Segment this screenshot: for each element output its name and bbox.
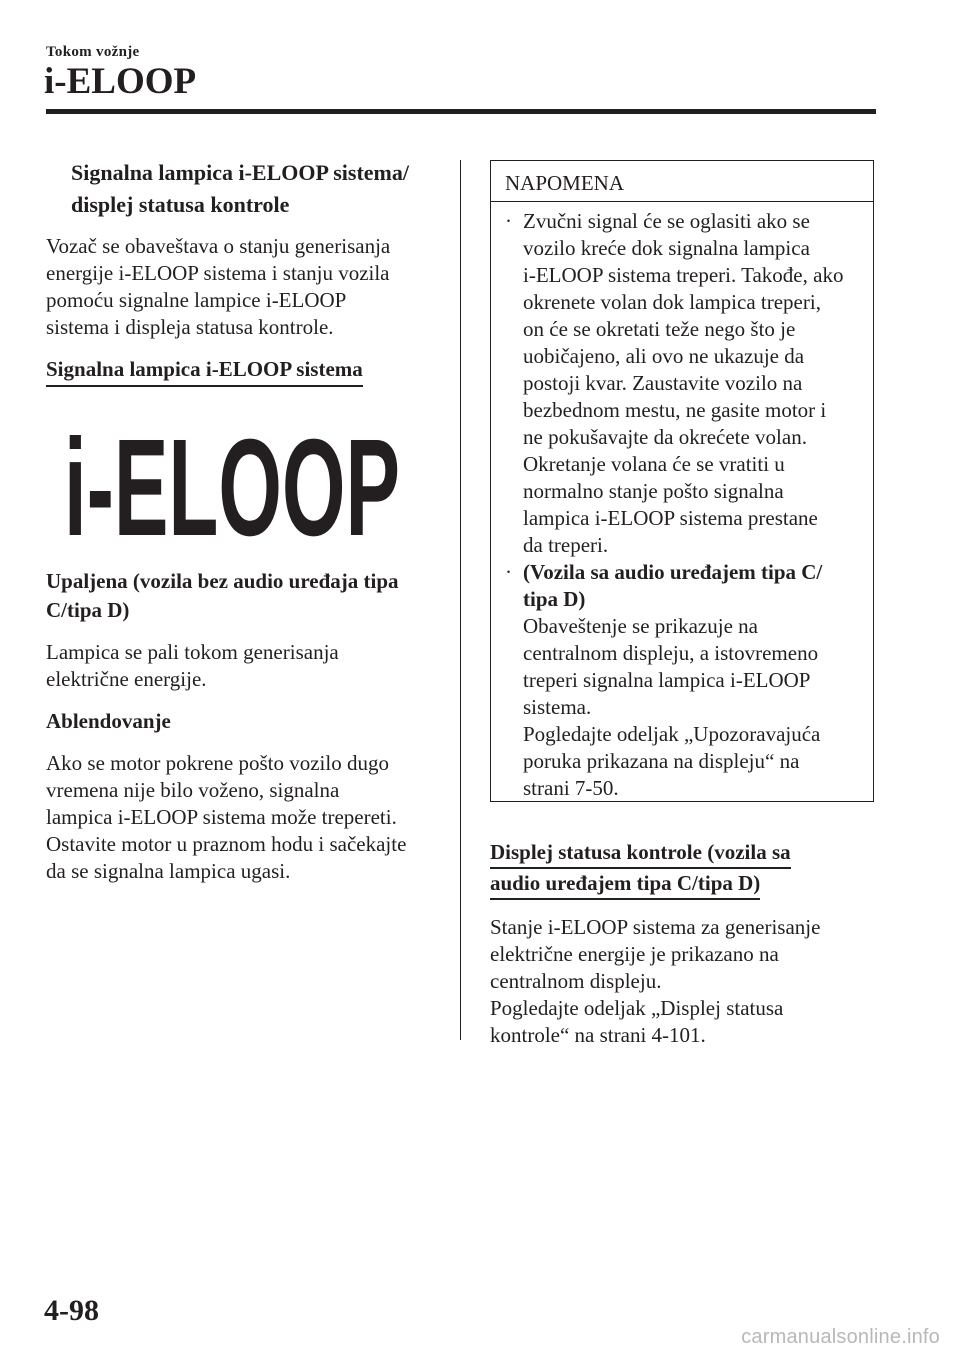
text-line: da se signalna lampica ugasi. <box>46 859 291 883</box>
text-line: Lampica se pali tokom generisanja <box>46 640 339 664</box>
text-line: sistema. <box>523 695 592 719</box>
dimming-paragraph <box>46 750 438 885</box>
text-line: Vozač se obaveštava o stanju generisanja <box>46 234 391 258</box>
text-line: postoji kvar. Zaustavite vozilo na <box>523 371 803 395</box>
i-eloop-indicator-icon <box>46 407 438 557</box>
text-line: (Vozila sa audio uređajem tipa C/ <box>523 560 823 584</box>
text-line: tipa D) <box>523 587 586 611</box>
text-line: Ostavite motor u praznom hodu i sačekajte <box>46 832 407 856</box>
text-line: on će se okretati teže nego što je <box>523 317 796 341</box>
text-line: Okretanje volana će se vratiti u <box>523 452 785 476</box>
heading-line: C/tipa D) <box>46 598 130 622</box>
text-line: i-ELOOP sistema treperi. Takođe, ako <box>523 263 844 287</box>
text-line: vozilo kreće dok signalna lampica <box>523 236 810 260</box>
text-line: pomoću signalne lampice i-ELOOP <box>46 288 347 312</box>
lit-paragraph <box>46 639 438 693</box>
dimming-heading: Ablendovanje <box>46 709 171 733</box>
subheading-line: displej statusa kontrole <box>71 192 290 217</box>
lamp-heading: Signalna lampica i-ELOOP sistema <box>46 355 363 387</box>
text-line: Obaveštenje se prikazuje na <box>523 614 758 638</box>
bullet-icon: · <box>505 209 512 233</box>
text-line: centralnom displeju, a istovremeno <box>523 641 819 665</box>
subheading-line: Signalna lampica i-ELOOP sistema/ <box>71 160 409 185</box>
text-line: da treperi. <box>523 533 609 557</box>
right-column <box>490 160 876 1063</box>
text-line: okrenete volan dok lampica treperi, <box>523 290 821 314</box>
text-line: ne pokušavajte da okrećete volan. <box>523 425 807 449</box>
watermark: carmanualsonline.info <box>741 1326 940 1348</box>
text-line: normalno stanje pošto signalna <box>523 479 784 503</box>
heading-line: Upaljena (vozila bez audio uređaja tipa <box>46 569 399 593</box>
text-line: poruka prikazana na displeju“ na <box>523 749 800 773</box>
text-line: električne energije je prikazano na <box>490 942 779 966</box>
note-box <box>490 160 874 802</box>
text-line: sistema i displeja statusa kontrole. <box>46 315 334 339</box>
text-line: vremena nije bilo voženo, signalna <box>46 778 340 802</box>
intro-paragraph <box>46 233 438 341</box>
text-line: električne energije. <box>46 667 207 691</box>
text-line: kontrole“ na strani 4-101. <box>490 1023 706 1047</box>
section-subheading <box>46 157 438 221</box>
section-label: Tokom vožnje <box>46 44 140 60</box>
heading-line: audio uređajem tipa C/tipa D) <box>490 869 760 900</box>
display-section <box>490 838 876 1049</box>
text-line: Stanje i-ELOOP sistema za generisanje <box>490 915 821 939</box>
text-line: bezbednom mestu, ne gasite motor i <box>523 398 827 422</box>
text-line: lampica i-ELOOP sistema može trepereti. <box>46 805 397 829</box>
i-eloop-logo <box>46 407 416 557</box>
note-item <box>505 208 865 559</box>
left-column <box>46 157 438 899</box>
text-line: energije i-ELOOP sistema i stanju vozila <box>46 261 390 285</box>
header-rule <box>46 109 876 114</box>
text-line: Pogledajte odeljak „Upozoravajuća <box>523 722 821 746</box>
text-line: Zvučni signal će se oglasiti ako se <box>523 209 810 233</box>
note-body <box>491 202 873 802</box>
text-line: strani 7-50. <box>523 776 619 800</box>
logo-text: i-ELOOP <box>64 411 400 557</box>
note-item <box>505 559 865 802</box>
text-line: centralnom displeju. <box>490 969 662 993</box>
page-number: 4-98 <box>44 1294 99 1327</box>
text-line: Ako se motor pokrene pošto vozilo dugo <box>46 751 389 775</box>
display-heading <box>490 838 876 900</box>
note-title: NAPOMENA <box>491 161 873 202</box>
bullet-icon: · <box>505 560 512 584</box>
lit-heading <box>46 567 438 625</box>
column-divider <box>460 160 461 1040</box>
text-line: Pogledajte odeljak „Displej statusa <box>490 996 784 1020</box>
page-title: i-ELOOP <box>44 61 197 102</box>
text-line: lampica i-ELOOP sistema prestane <box>523 506 818 530</box>
text-line: uobičajeno, ali ovo ne ukazuje da <box>523 344 805 368</box>
heading-line: Displej statusa kontrole (vozila sa <box>490 838 791 869</box>
display-paragraph <box>490 914 876 1049</box>
text-line: treperi signalna lampica i-ELOOP <box>523 668 811 692</box>
